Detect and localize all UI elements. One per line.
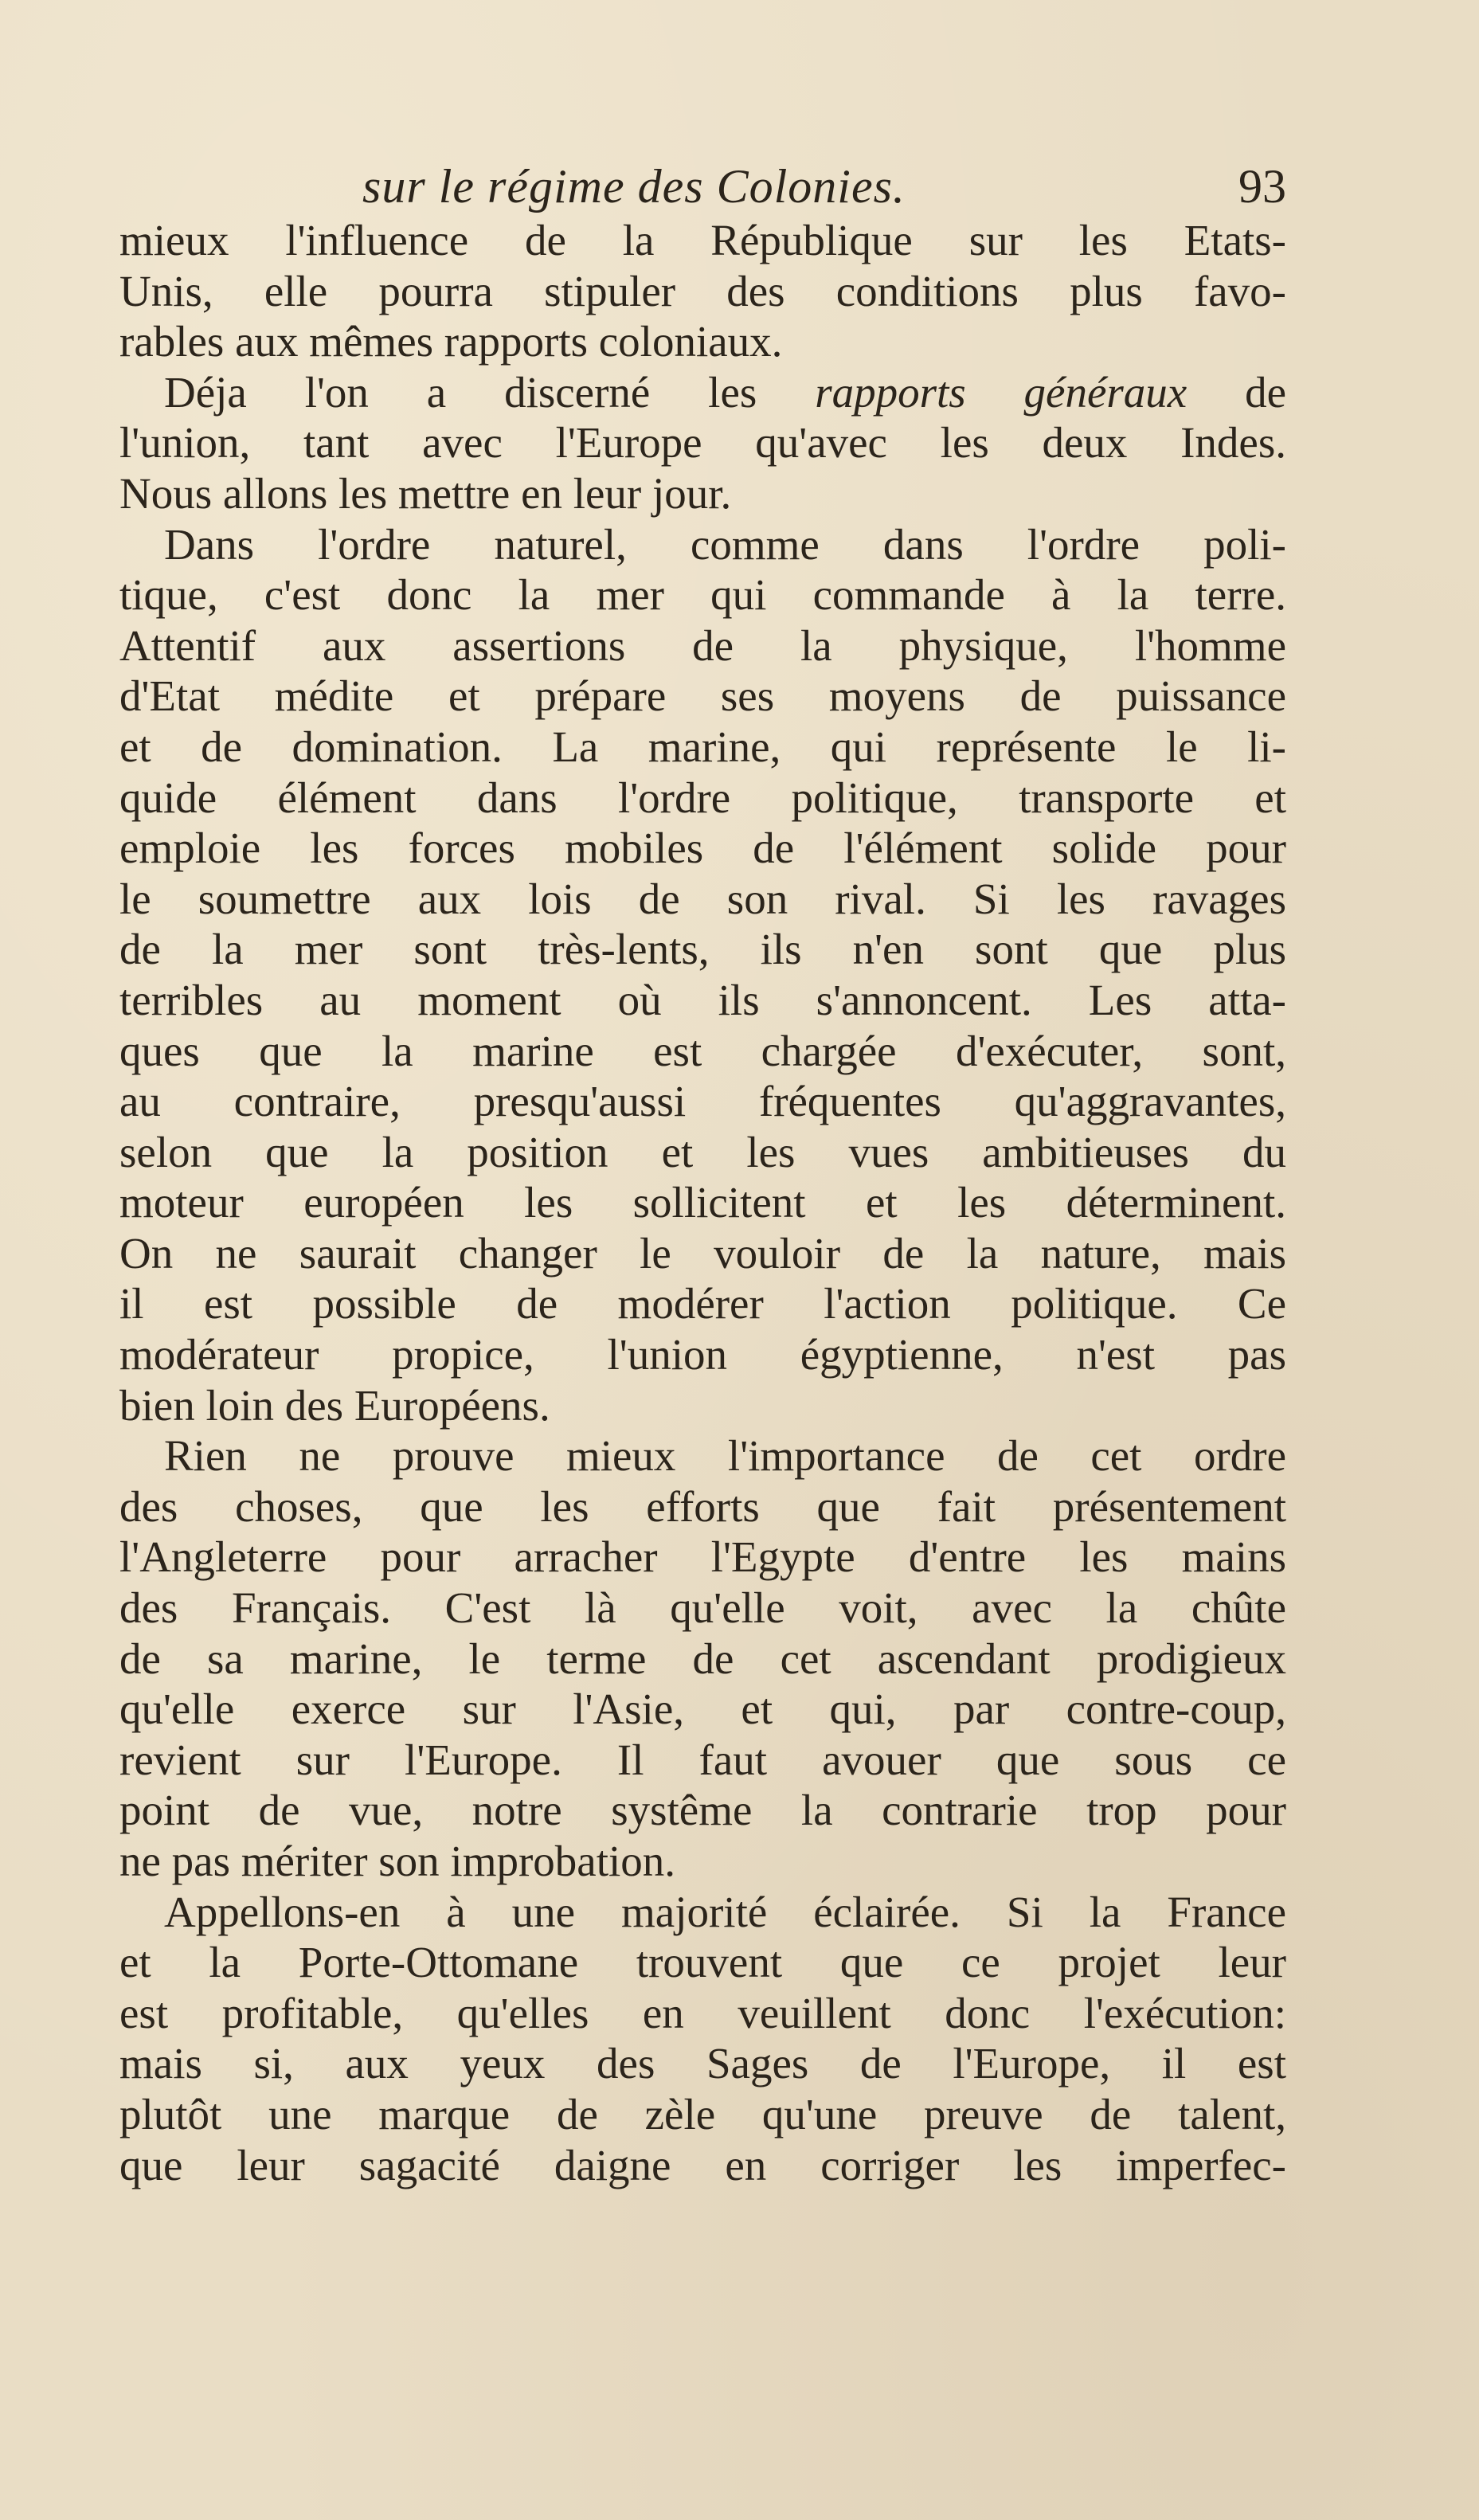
text-line: ne pas mériter son improbation. <box>119 1837 676 1885</box>
text-line: Appellons-en à une majorité éclairée. Si la France <box>164 1887 1286 1936</box>
text-line: emploie les forces mobiles de l'élément solide pour <box>119 824 1286 873</box>
text-line: Dans l'ordre naturel, comme dans l'ordre poli- <box>164 519 1286 569</box>
text-line: d'Etat médite et prépare ses moyens de puissance <box>119 671 1286 721</box>
text-line: point de vue, notre systême la contrarie trop pour <box>119 1786 1286 1835</box>
text-line: au contraire, presqu'aussi fréquentes qu'aggravantes, <box>119 1077 1286 1126</box>
text-line: modérateur propice, l'union égyptienne, n'est pas <box>119 1330 1286 1379</box>
text-line: et de domination. La marine, qui représente le li- <box>119 722 1286 771</box>
text-line: et la Porte-Ottomane trouvent que ce projet leur <box>119 1938 1286 1987</box>
text-line: bien loin des Européens. <box>119 1380 550 1430</box>
text-line: Unis, elle pourra stipuler des conditions plus favo- <box>119 266 1286 315</box>
text-line: il est possible de modérer l'action politique. Ce <box>119 1279 1286 1328</box>
running-head <box>119 159 1286 215</box>
text-line: Rien ne prouve mieux l'importance de cet ordre <box>164 1431 1286 1481</box>
text-segment: de <box>1245 367 1286 417</box>
text-line: tique, c'est donc la mer qui commande à la terre. <box>119 570 1286 620</box>
text-line: l'Angleterre pour arracher l'Egypte d'entre les mains <box>119 1532 1286 1582</box>
italic-phrase: rapports généraux <box>815 367 1188 417</box>
text-line: revient sur l'Europe. Il faut avouer que sous ce <box>119 1735 1286 1784</box>
page-number: 93 <box>1238 160 1286 213</box>
text-line: Nous allons les mettre en leur jour. <box>119 468 732 518</box>
text-line: le soumettre aux lois de son rival. Si les ravages <box>119 874 1286 923</box>
text-line: mieux l'influence de la République sur les Etats- <box>119 216 1286 264</box>
text-line <box>119 367 1286 418</box>
text-segment: Déja l'on a discerné les <box>164 367 757 417</box>
text-line: de la mer sont très-lents, ils n'en sont que plus <box>119 925 1286 974</box>
text-line: quide élément dans l'ordre politique, transporte et <box>119 773 1286 822</box>
text-line: des Français. C'est là qu'elle voit, avec la chûte <box>119 1583 1286 1633</box>
text-line: de sa marine, le terme de cet ascendant prodigieux <box>119 1634 1286 1683</box>
text-line: selon que la position et les vues ambitieuses du <box>119 1127 1286 1176</box>
text-line: Attentif aux assertions de la physique, l'homme <box>119 620 1286 670</box>
text-line: ques que la marine est chargée d'exécuter, sont, <box>119 1026 1286 1075</box>
running-title: sur le régime des Colonies. <box>362 160 906 213</box>
text-line: mais si, aux yeux des Sages de l'Europe, il est <box>119 2039 1286 2088</box>
text-line: qu'elle exerce sur l'Asie, et qui, par contre-coup, <box>119 1685 1286 1734</box>
text-line: moteur européen les sollicitent et les déterminent. <box>119 1178 1286 1227</box>
text-body <box>119 215 1286 2190</box>
text-line: On ne saurait changer le vouloir de la nature, mais <box>119 1228 1286 1278</box>
text-line: des choses, que les efforts que fait présentement <box>119 1481 1286 1531</box>
text-line: est profitable, qu'elles en veuillent donc l'exécution: <box>119 1988 1286 2037</box>
text-line: l'union, tant avec l'Europe qu'avec les deux Indes. <box>119 418 1286 468</box>
text-line: terribles au moment où ils s'annoncent. Les atta- <box>119 975 1286 1024</box>
text-line: que leur sagacité daigne en corriger les imperfec- <box>119 2140 1286 2189</box>
text-line: rables aux mêmes rapports coloniaux. <box>119 317 783 366</box>
text-line: plutôt une marque de zèle qu'une preuve de talent, <box>119 2089 1286 2138</box>
